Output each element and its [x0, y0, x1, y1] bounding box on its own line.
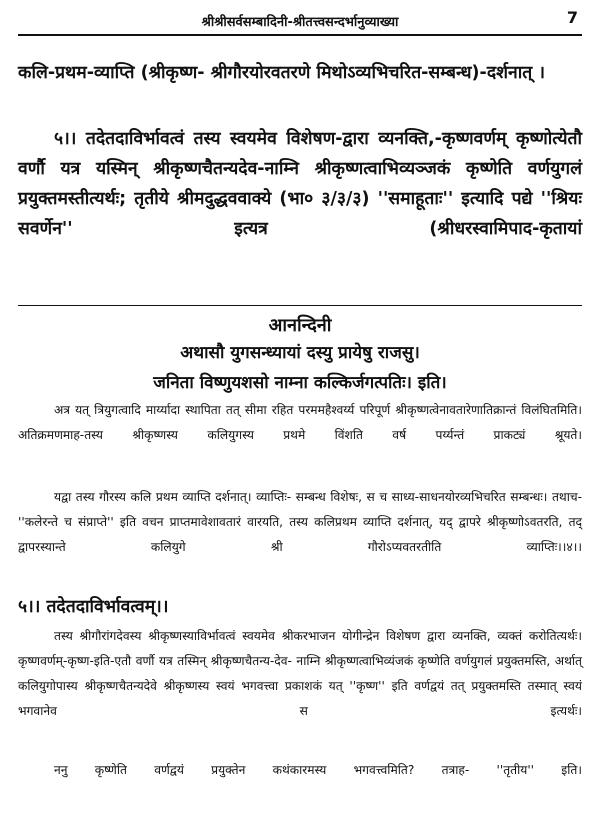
anandini-paragraph-3: तस्य श्रीगौरांगदेवस्य श्रीकृष्णस्याविर्भावत्वं स्वयमेव श्रीकरभाजन योगीन्द्रेन विशेषण द्वारा व्यनक्ति, व्यक्तं करोतित्यर्थः। कृष्णवर्णम्-कृष्ण-इति-एतौ वर्णौ यत्र तस्मिन् श्रीकृष्णचैतन्य-देव- नाम्नि श्रीकृष्णत्वाभिव्यंजकं कृष्णेति वर्णयुगलं प्रयुक्तमस्ति, अर्थात् कलियुगोपास्य श्रीकृष्णचैतन्यदेवे श्रीकृष्णस्य स्वयं भगवत्त्वा प्रकाशकं यत् ''कृष्ण'' इति वर्णद्वयं तत् प्रयुक्तमस्ति तस्मात् स्वयं भगवानेव स इत्यर्थः।: [18, 629, 582, 718]
anandini-paragraph-4: ननु कृष्णेति वर्णद्वयं प्रयुक्तेन कथंकारमस्य भगवत्त्वमिति? तत्राह- ''तृतीय'' इति।: [54, 763, 582, 777]
section-subheading: ५।। तदेतदाविर्भावत्वम्।।: [18, 597, 169, 617]
verse-line-2: जनिता विष्णुयशसो नाम्ना कल्किर्जगत्पतिः। इति।: [153, 373, 447, 393]
anandini-paragraph-1: अत्र यत् त्रियुगत्वादि मार्य्यादा स्थापिता तत् सीमा रहित परममहैश्वर्य्य परिपूर्ण श्रीकृष्णत्वेनावतारेणातिक्रान्तं विलंघितमिति। अतिक्रमणमाह-तस्य श्रीकृष्णस्य कलियुगस्य प्रथमे विंशति वर्ष पर्य्यन्तं प्राकट्यं श्रूयते।: [18, 403, 582, 442]
commentary-paragraph-1: कलि-प्रथम-व्याप्ति (श्रीकृष्ण- श्रीगौरयोरवतरणे मिथोऽव्यभिचरित-सम्बन्ध)-दर्शनात् ।: [18, 63, 545, 83]
section-divider: [18, 305, 582, 306]
anandini-paragraph-2: यद्वा तस्य गौरस्य कलि प्रथम व्याप्ति दर्शनात्। व्याप्तिः- सम्बन्ध विशेषः, स च साध्य-साधनयोरव्यभिचरित सम्बन्धः। तथाच-''कलेरन्ते च संप्राप्ते'' इति वचन प्राप्तमावेशावतारं वारयति, तस्य कलिप्रथम व्याप्ति दर्शनात्, यद् द्वापरे श्रीकृष्णोऽवतरति, तद् द्वापरस्यान्ते कलियुगे श्री गौरोऽप्यवतरतीति व्याप्तिः।।४।।: [18, 490, 582, 554]
verse-line-1: अथासौ युगसन्ध्यायां दस्यु प्रायेषु राजसु।: [180, 343, 420, 363]
anandini-heading: आनन्दिनी: [268, 315, 332, 336]
page-header: [18, 8, 582, 36]
running-title: श्रीश्रीसर्वसम्बादिनी-श्रीतत्त्वसन्दर्भानुव्याख्या: [201, 15, 399, 30]
commentary-paragraph-2: ५।। तदेतदाविर्भावत्वं तस्य स्वयमेव विशेषण-द्वारा व्यनक्ति,-कृष्णवर्णम् कृष्णोत्येतौ वर्णौ यत्र यस्मिन् श्रीकृष्णचैतन्यदेव-नाम्नि श्रीकृष्णत्वाभिव्यञ्जकं कृष्णेति वर्णयुगलं प्रयुक्तमस्तीत्यर्थः; तृतीये श्रीमदुद्धववाक्ये (भा० ३/३/३) ''समाहूताः'' इत्यादि पद्ये ''श्रियः सवर्णेन'' इत्यत्र (श्रीधरस्वामिपाद-कृतायां: [18, 129, 582, 239]
page-number: 7: [566, 8, 578, 27]
